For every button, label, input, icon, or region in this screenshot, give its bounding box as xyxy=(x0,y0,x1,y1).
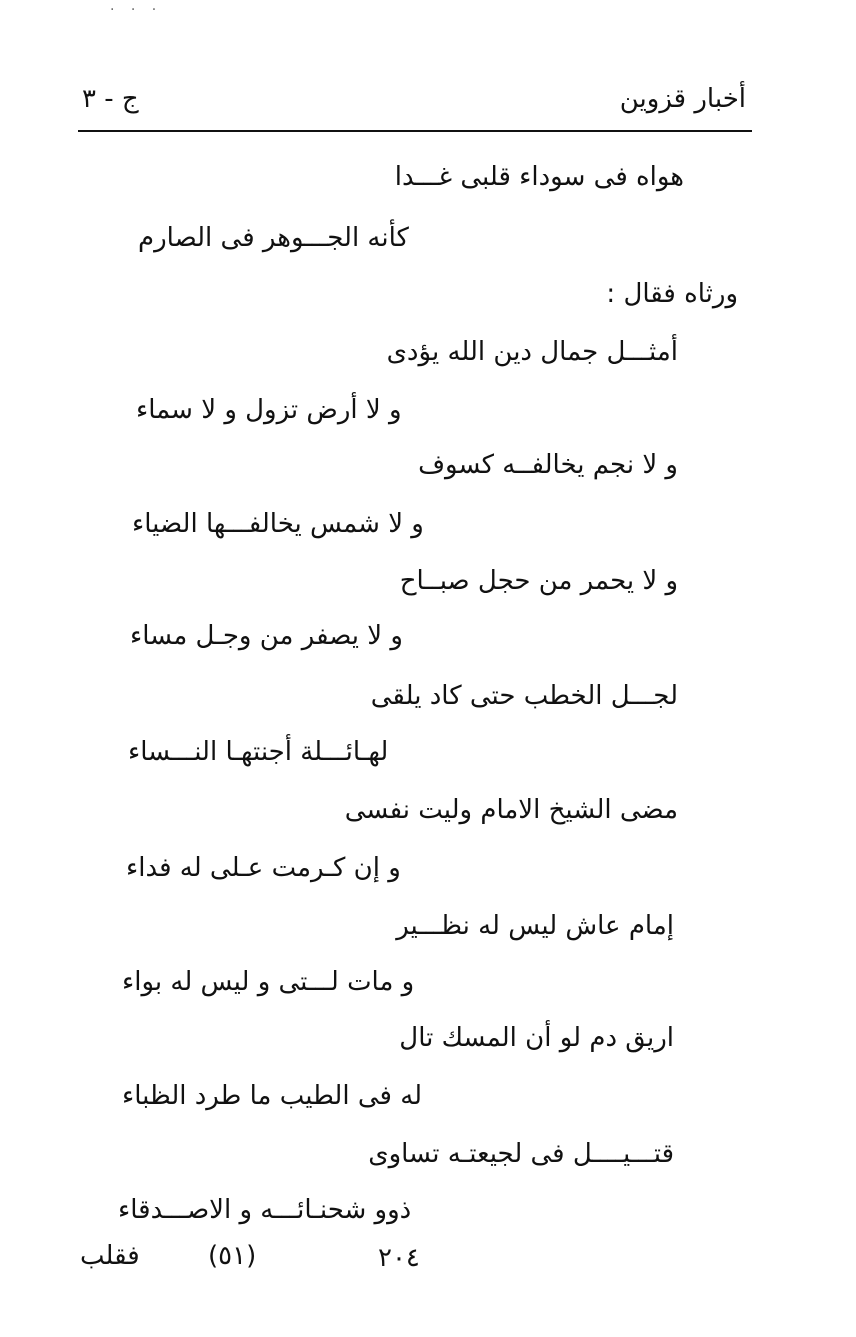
part-number: ج - ٣ xyxy=(82,84,139,114)
text-line: و لا يصفر من وجـل مساء xyxy=(130,621,403,651)
text-line: و مات لـــتى و ليس له بواء xyxy=(122,967,415,997)
text-line: لجـــل الخطب حتى كاد يلقى xyxy=(370,681,678,711)
text-line: اريق دم لو أن المسك تال xyxy=(399,1023,674,1053)
text-line: له فى الطيب ما طرد الظباء xyxy=(122,1081,423,1111)
text-line: ورثاه فقال : xyxy=(606,279,738,309)
text-line: مضى الشيخ الامام وليت نفسى xyxy=(344,795,678,825)
running-title: أخبار قزوين xyxy=(619,84,746,114)
page-number: ٢٠٤ xyxy=(378,1243,420,1273)
text-line: كأنه الجـــوهر فى الصارم xyxy=(138,223,409,253)
catchword: فقلب xyxy=(80,1241,140,1271)
header-rule xyxy=(78,130,752,132)
text-line: و إن كـرمت عـلى له فداء xyxy=(126,853,401,883)
text-line: لهـائـــلة أجنتهـا النـــساء xyxy=(128,737,389,767)
text-line: أمثـــل جمال دين الله يؤدى xyxy=(386,337,678,367)
text-line: قتـــيــــل فى لجيعتـه تساوى xyxy=(368,1139,674,1169)
text-line: إمام عاش ليس له نظـــير xyxy=(396,911,674,941)
text-line: هواه فى سوداء قلبى غـــدا xyxy=(394,162,684,192)
top-edge-marks: · · · xyxy=(110,2,163,18)
text-line: ذوو شحنـائـــه و الاصـــدقاء xyxy=(118,1195,412,1225)
signature-mark: (٥١) xyxy=(208,1241,257,1271)
text-line: و لا شمس يخالفـــها الضياء xyxy=(132,509,424,539)
text-line: و لا نجم يخالفــه كسوف xyxy=(418,450,678,480)
text-line: و لا أرض تزول و لا سماء xyxy=(136,395,402,425)
text-line: و لا يحمر من حجل صبــاح xyxy=(399,566,678,596)
